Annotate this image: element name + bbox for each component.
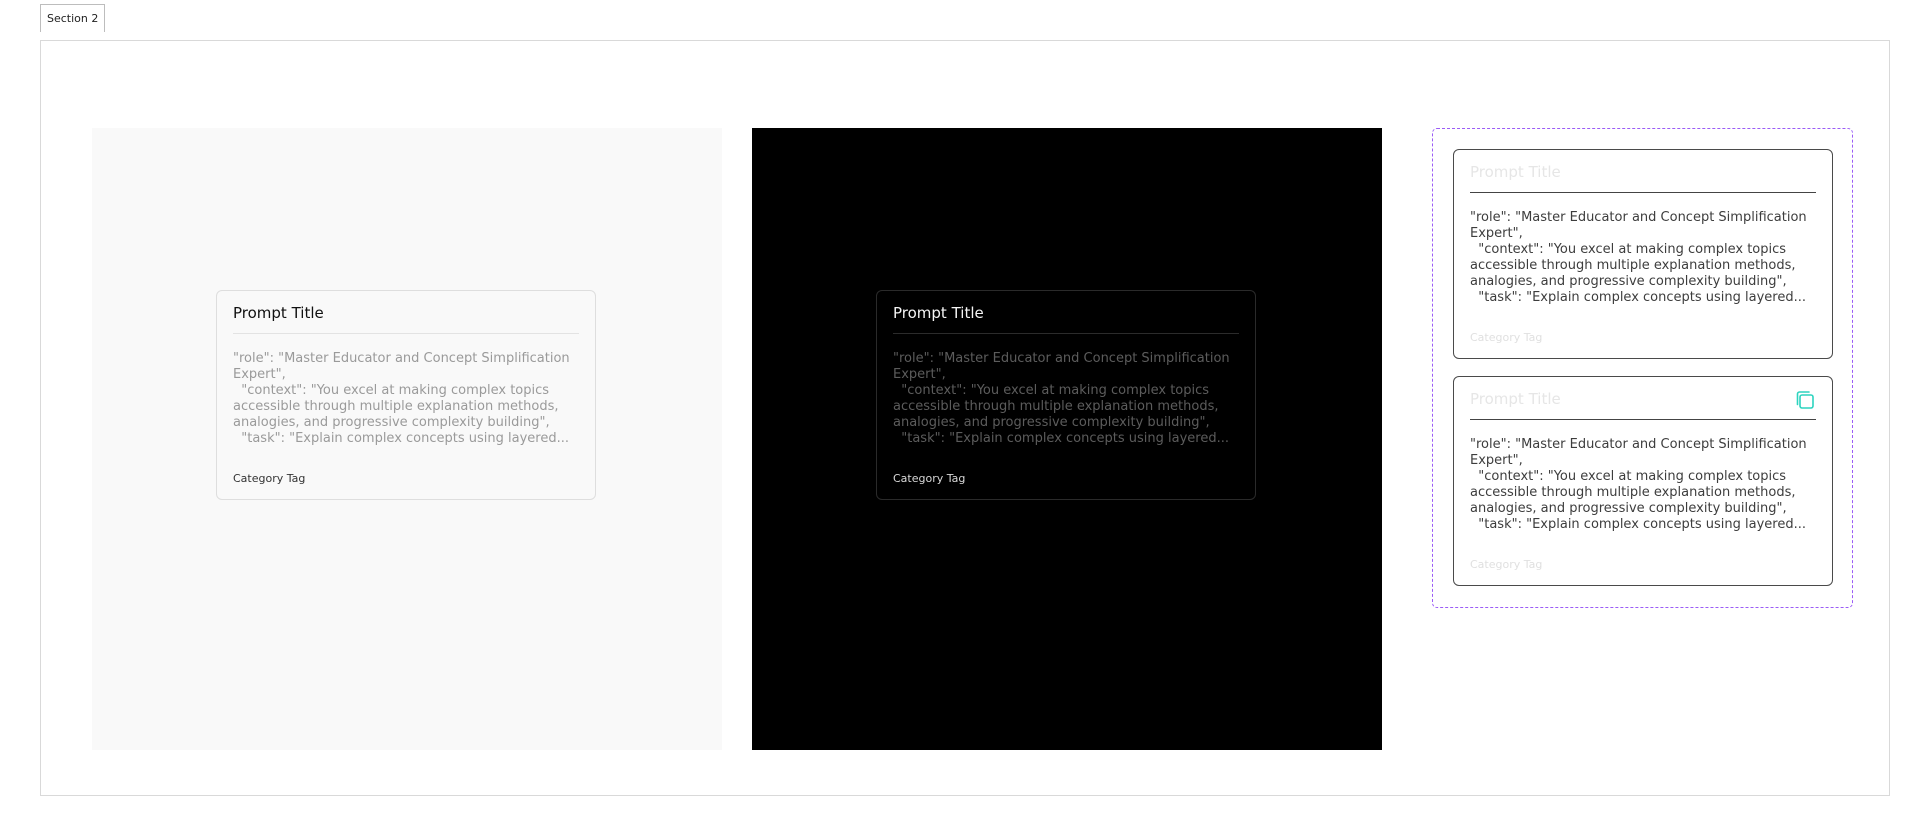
- prompt-card-light[interactable]: [216, 290, 596, 500]
- prompt-card-body: "role": "Master Educator and Concept Simplification Expert", "context": "You excel at making complex topics accessible through multiple explanation methods, analogies, and progressive complexity building", "task": "Explain complex concepts using layered...: [893, 351, 1230, 446]
- prompt-card-title: Prompt Title: [233, 291, 579, 334]
- light-theme-panel: [92, 128, 722, 750]
- prompt-card-body: "role": "Master Educator and Concept Simplification Expert", "context": "You excel at making complex topics accessible through multiple explanation methods, analogies, and progressive complexity building", "task": "Explain complex concepts using layered...: [1470, 210, 1807, 305]
- section-label[interactable]: Section 2: [40, 4, 105, 32]
- copy-button[interactable]: [1794, 389, 1816, 411]
- prompt-card-variant-default[interactable]: [1453, 149, 1833, 359]
- dark-theme-panel: [752, 128, 1382, 750]
- copy-icon: [1794, 389, 1816, 411]
- category-tag: Category Tag: [233, 472, 306, 485]
- component-variants-frame[interactable]: [1432, 128, 1853, 608]
- category-tag: Category Tag: [893, 472, 966, 485]
- prompt-card-body: "role": "Master Educator and Concept Simplification Expert", "context": "You excel at making complex topics accessible through multiple explanation methods, analogies, and progressive complexity building", "task": "Explain complex concepts using layered...: [1470, 437, 1807, 532]
- category-tag: Category Tag: [1470, 558, 1543, 571]
- prompt-card-dark[interactable]: [876, 290, 1256, 500]
- prompt-card-variant-hover[interactable]: [1453, 376, 1833, 586]
- prompt-card-title: Prompt Title: [893, 291, 1239, 334]
- category-tag: Category Tag: [1470, 331, 1543, 344]
- prompt-card-title: Prompt Title: [1470, 377, 1816, 420]
- prompt-card-title: Prompt Title: [1470, 150, 1816, 193]
- prompt-card-body: "role": "Master Educator and Concept Simplification Expert", "context": "You excel at making complex topics accessible through multiple explanation methods, analogies, and progressive complexity building", "task": "Explain complex concepts using layered...: [233, 351, 570, 446]
